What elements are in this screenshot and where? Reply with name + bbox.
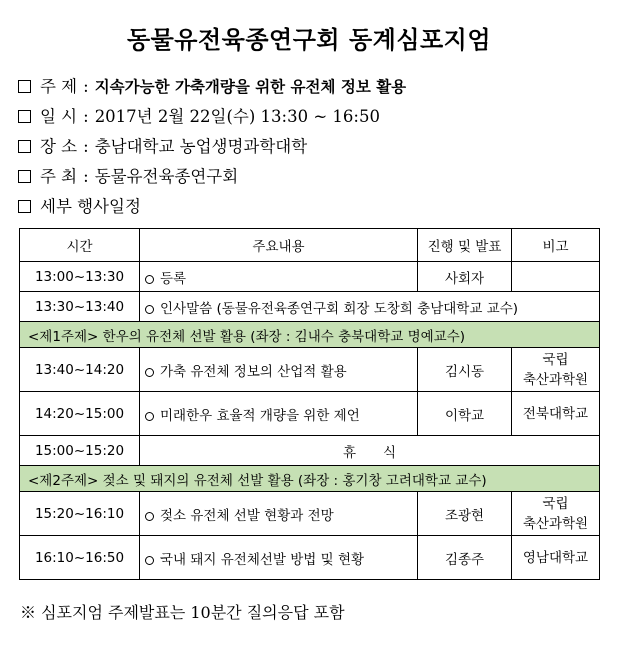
- note-cell: 영남대학교: [512, 536, 600, 580]
- content-cell: 가축 유전체 정보의 산업적 활용: [140, 348, 418, 392]
- table-header-row: [20, 229, 600, 262]
- note-cell: 국립 축산과학원: [512, 492, 600, 536]
- table-row: [20, 292, 600, 322]
- circle-bullet-icon: [145, 412, 154, 421]
- presenter-cell: 김시동: [418, 348, 512, 392]
- table-row: [20, 492, 600, 536]
- info-label: 세부 행사일정: [40, 197, 141, 216]
- table-row: [20, 348, 600, 392]
- info-host: 주 최 : 동물유전육종연구회: [18, 162, 608, 192]
- circle-bullet-icon: [145, 305, 154, 314]
- schedule-table: [19, 228, 600, 580]
- info-label: 일 시: [40, 107, 78, 126]
- time-cell: 13:30~13:40: [20, 292, 140, 322]
- presenter-cell: 조광현: [418, 492, 512, 536]
- content-cell: 인사말씀 (동물유전육종연구회 회장 도창희 충남대학교 교수): [140, 292, 600, 322]
- info-value: 지속가능한 가축개량을 위한 유전체 정보 활용: [94, 78, 407, 96]
- info-datetime: 일 시 : 2017년 2월 22일(수) 13:30 ~ 16:50: [18, 102, 608, 132]
- page-title: 동물유전육종연구회 동계심포지엄: [126, 26, 492, 54]
- info-value: 충남대학교 농업생명과학대학: [94, 137, 308, 156]
- info-venue: 장 소 : 충남대학교 농업생명과학대학: [18, 132, 608, 162]
- note-cell: [512, 262, 600, 292]
- section-row: [20, 322, 600, 348]
- time-cell: 15:20~16:10: [20, 492, 140, 536]
- checkbox-square-icon: [18, 140, 31, 153]
- section-title: <제2주제> 젖소 및 돼지의 유전체 선발 활용 (좌장 : 홍기창 고려대학교 교수): [20, 466, 600, 492]
- time-cell: 13:40~14:20: [20, 348, 140, 392]
- circle-bullet-icon: [145, 275, 154, 284]
- table-row: [20, 536, 600, 580]
- section-row: [20, 466, 600, 492]
- circle-bullet-icon: [145, 512, 154, 521]
- content-cell: 국내 돼지 유전체선발 방법 및 현황: [140, 536, 418, 580]
- table-row: [20, 392, 600, 436]
- note-cell: 국립 축산과학원: [512, 348, 600, 392]
- header-time: 시간: [20, 229, 140, 262]
- table-row: [20, 262, 600, 292]
- info-value: 2017년 2월 22일(수) 13:30 ~ 16:50: [94, 107, 380, 126]
- content-cell: 미래한우 효율적 개량을 위한 제언: [140, 392, 418, 436]
- info-schedule-heading: [18, 192, 608, 222]
- time-cell: 14:20~15:00: [20, 392, 140, 436]
- checkbox-square-icon: [18, 110, 31, 123]
- presenter-cell: 김종주: [418, 536, 512, 580]
- content-cell: 등록: [140, 262, 418, 292]
- note-cell: 전북대학교: [512, 392, 600, 436]
- circle-bullet-icon: [145, 368, 154, 377]
- checkbox-square-icon: [18, 200, 31, 213]
- header-note: 비고: [512, 229, 600, 262]
- info-value: 동물유전육종연구회: [94, 167, 239, 186]
- footnote: ※ 심포지엄 주제발표는 10분간 질의응답 포함: [20, 603, 345, 622]
- info-label: 주 제: [40, 77, 78, 96]
- content-cell: 젖소 유전체 선발 현황과 전망: [140, 492, 418, 536]
- table-row: [20, 436, 600, 466]
- section-title: <제1주제> 한우의 유전체 선발 활용 (좌장 : 김내수 충북대학교 명예교수): [20, 322, 600, 348]
- time-cell: 16:10~16:50: [20, 536, 140, 580]
- header-presenter: 진행 및 발표: [418, 229, 512, 262]
- info-label: 장 소: [40, 137, 78, 156]
- checkbox-square-icon: [18, 80, 31, 93]
- time-cell: 13:00~13:30: [20, 262, 140, 292]
- header-content: 주요내용: [140, 229, 418, 262]
- checkbox-square-icon: [18, 170, 31, 183]
- break-cell: 휴 식: [140, 436, 600, 466]
- presenter-cell: 사회자: [418, 262, 512, 292]
- event-info: [18, 72, 608, 222]
- time-cell: 15:00~15:20: [20, 436, 140, 466]
- presenter-cell: 이학교: [418, 392, 512, 436]
- info-topic: 주 제 : 지속가능한 가축개량을 위한 유전체 정보 활용: [18, 72, 608, 102]
- info-label: 주 최: [40, 167, 78, 186]
- circle-bullet-icon: [145, 556, 154, 565]
